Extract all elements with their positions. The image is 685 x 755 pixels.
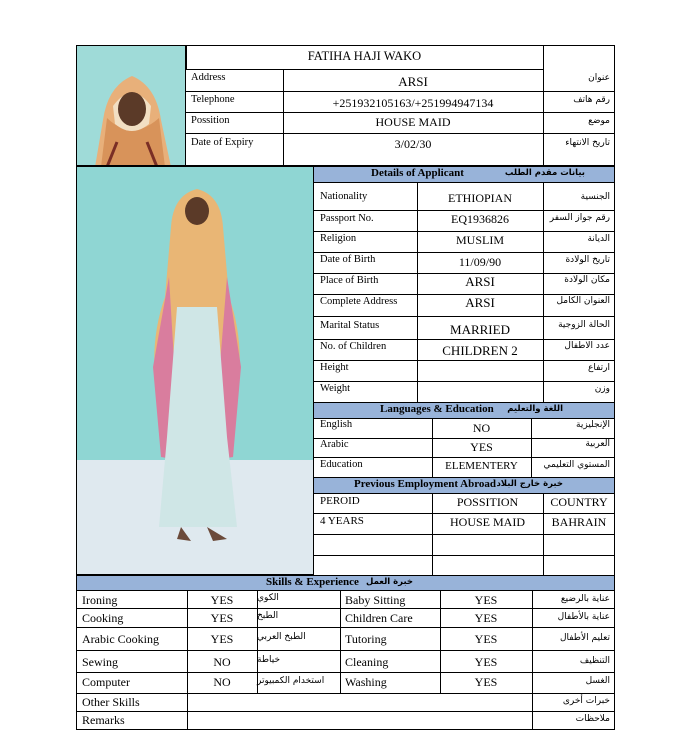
dob-label: Date of Birth [320, 254, 376, 265]
nationality-value: ETHIOPIAN [448, 191, 512, 205]
employment-header-title-ar: خبرة خارج البلاد [496, 479, 563, 489]
arabic-label: Arabic [320, 439, 349, 450]
position-value: HOUSE MAID [375, 115, 451, 129]
headshot-photo [76, 45, 186, 166]
skill-baby-sitting-label-ar: عناية بالرضيع [560, 594, 610, 604]
dob-label-ar: تاريخ الولادة [565, 255, 610, 265]
education-label-ar: المستوي التعليمي [543, 460, 610, 470]
skill-baby-sitting-label: Baby Sitting [345, 593, 406, 607]
pob-label: Place of Birth [320, 275, 379, 286]
remarks-label: Remarks [82, 713, 125, 727]
position-label-ar: موضع [588, 116, 610, 126]
skill-cooking-label: Cooking [82, 611, 124, 625]
skill-cleaning-label-ar: التنظيف [579, 656, 610, 666]
employment-country: BAHRAIN [551, 515, 607, 529]
religion-label-ar: الديانة [587, 234, 610, 244]
skill-baby-sitting-value: YES [474, 593, 498, 607]
religion-value: MUSLIM [455, 233, 504, 247]
skill-arabic-cooking-value: YES [210, 632, 234, 646]
telephone-label-ar: رقم هاتف [573, 95, 610, 105]
complete-address-label-ar: العنوان الكامل [556, 296, 610, 306]
children-label: No. of Children [320, 341, 387, 352]
employment-col-country: COUNTRY [550, 495, 608, 509]
skill-washing-value: YES [474, 675, 498, 689]
nationality-label-ar: الجنسية [580, 192, 610, 202]
complete-address-value: ARSI [465, 295, 495, 310]
children-value: CHILDREN 2 [442, 343, 518, 358]
weight-label: Weight [320, 383, 351, 394]
skills-header-title: Skills & Experience [266, 576, 359, 588]
skill-children-care-label: Children Care [345, 611, 413, 625]
telephone-value: +251932105163/+251994947134 [332, 96, 494, 110]
english-label-ar: الإنجليزية [576, 420, 610, 430]
passport-value: EQ1936826 [451, 212, 509, 226]
telephone-label: Telephone [191, 94, 235, 105]
weight-label-ar: وزن [594, 384, 610, 394]
religion-label: Religion [320, 233, 357, 244]
full-body-photo [76, 166, 314, 575]
address-label: Address [191, 72, 226, 83]
applicant-name: FATIHA HAJI WAKO [307, 49, 422, 63]
skill-children-care-value: YES [474, 611, 498, 625]
skill-arabic-cooking-label: Arabic Cooking [82, 632, 159, 646]
skill-ironing-value: YES [210, 593, 234, 607]
skill-washing-label: Washing [345, 675, 387, 689]
children-label-ar: عدد الاطفال [564, 341, 610, 351]
height-label-ar: ارتفاع [587, 363, 610, 373]
details-header-title-ar: بيانات مقدم الطلب [504, 168, 585, 178]
skill-arabic-cooking-label-ar: الطبخ العربي [257, 632, 306, 642]
pob-value: ARSI [465, 274, 495, 289]
expiry-value: 3/02/30 [394, 137, 432, 151]
details-header-title: Details of Applicant [371, 167, 464, 179]
languages-header-title: Languages & Education [380, 403, 494, 415]
cv-form [76, 45, 615, 730]
remarks-label-ar: ملاحظات [575, 714, 610, 724]
skill-tutoring-label: Tutoring [345, 632, 387, 646]
employment-col-period: PEROID [320, 495, 360, 507]
skill-computer-value: NO [213, 675, 231, 689]
skill-children-care-label-ar: عناية بالأطفال [557, 612, 610, 622]
arabic-label-ar: العربية [585, 439, 610, 449]
skill-tutoring-value: YES [474, 632, 498, 646]
skill-sewing-label-ar: خياطة [257, 655, 281, 665]
position-label: Possition [191, 115, 230, 126]
employment-col-position: POSSITION [456, 495, 519, 509]
complete-address-label: Complete Address [320, 296, 398, 307]
employment-position: HOUSE MAID [450, 515, 525, 529]
marital-status-label: Marital Status [320, 320, 380, 331]
skill-cleaning-label: Cleaning [345, 655, 389, 669]
other-skills-label: Other Skills [82, 695, 140, 709]
skill-cooking-label-ar: الطبخ [257, 611, 279, 621]
passport-label-ar: رقم جواز السفر [549, 213, 610, 223]
skill-computer-label: Computer [82, 675, 130, 689]
skill-ironing-label-ar: الكوي [257, 593, 279, 603]
education-label: Education [320, 459, 363, 470]
english-value: NO [472, 421, 491, 435]
employment-header-title: Previous Employment Abroad [354, 478, 496, 490]
skills-header-title-ar: خبرة العمل [366, 577, 414, 587]
skill-sewing-label: Sewing [82, 655, 118, 669]
address-label-ar: عنوان [588, 73, 610, 83]
arabic-value: YES [470, 440, 493, 454]
employment-period: 4 YEARS [320, 515, 364, 527]
languages-header-title-ar: اللغة والتعليم [507, 404, 563, 414]
expiry-label: Date of Expiry [191, 137, 254, 148]
pob-label-ar: مكان الولادة [564, 275, 610, 285]
nationality-label: Nationality [320, 191, 368, 202]
marital-status-label-ar: الحالة الزوجية [558, 320, 610, 330]
height-label: Height [320, 362, 349, 373]
other-skills-label-ar: خبرات أخرى [562, 696, 610, 706]
dob-value: 11/09/90 [458, 255, 502, 269]
english-label: English [320, 419, 353, 430]
skill-tutoring-label-ar: تعليم الأطفال [559, 633, 610, 643]
skill-ironing-label: Ironing [82, 593, 118, 607]
marital-status-value: MARRIED [450, 322, 510, 337]
address-value: ARSI [398, 74, 428, 89]
skill-computer-label-ar: استخدام الكمبيوتر [257, 676, 325, 686]
skill-washing-label-ar: الغسل [585, 676, 610, 686]
passport-label: Passport No. [320, 213, 374, 224]
skill-cooking-value: YES [210, 611, 234, 625]
expiry-label-ar: تاريخ الانتهاء [565, 138, 610, 148]
skill-cleaning-value: YES [474, 655, 498, 669]
skill-sewing-value: NO [213, 655, 231, 669]
education-value: ELEMENTERY [445, 460, 518, 472]
